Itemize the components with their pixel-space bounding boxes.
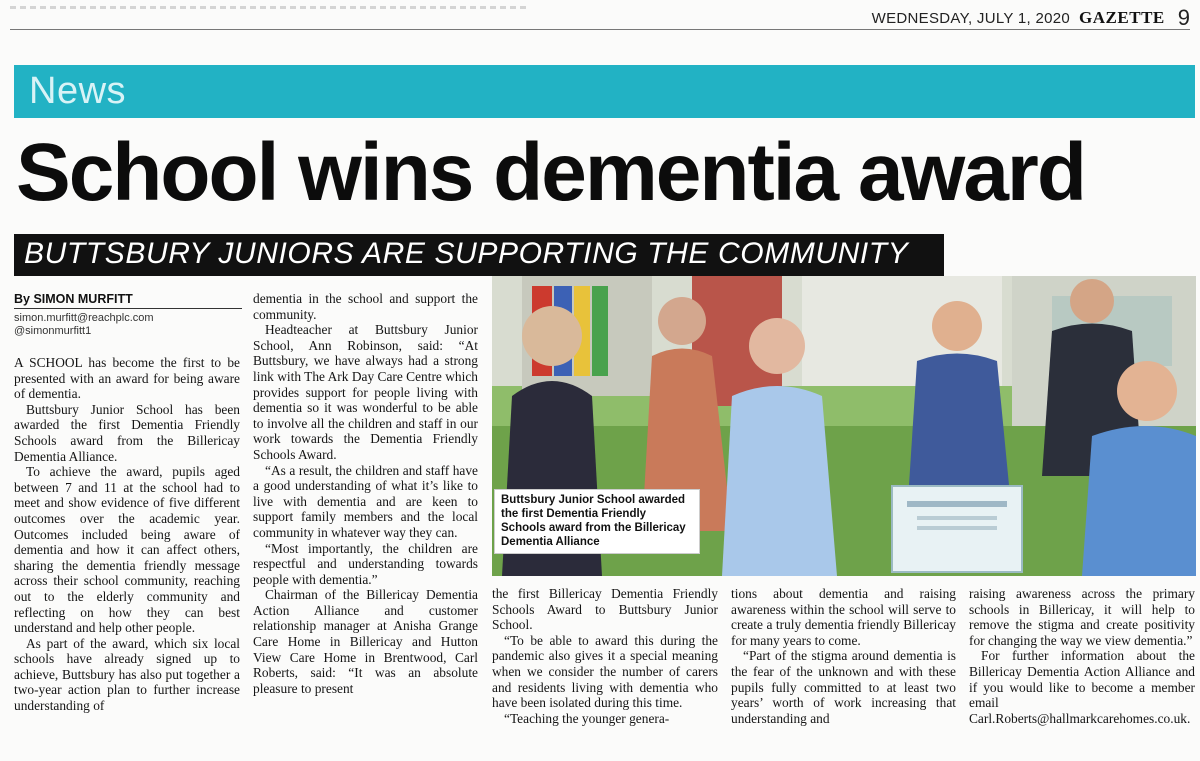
subheadline-bar	[14, 234, 944, 276]
paragraph: tions about dementia and raising awareness within the school will serve to create a truly dementia friendly Billericay for many years to come.	[731, 586, 956, 648]
scan-artifact-line	[10, 6, 530, 9]
photo-caption: Buttsbury Junior School awarded the first Dementia Friendly Schools award from the Billericay Dementia Alliance	[494, 489, 700, 554]
byline-email: simon.murfitt@reachplc.com	[14, 312, 154, 324]
article-column-1	[14, 355, 240, 714]
page-masthead	[872, 6, 1190, 30]
paragraph: “Part of the stigma around dementia is the fear of the unknown and with these pupils fully committed to at least two years’ worth of work increasing that understanding and	[731, 648, 956, 726]
paragraph: “As a result, the children and staff have a good understanding of what it’s like to live with dementia and are keen to support family members and the local community in whatever way they can.	[253, 462, 478, 540]
masthead-rule	[10, 29, 1190, 30]
section-banner	[14, 65, 1195, 118]
paragraph: A SCHOOL has become the first to be presented with an award for being aware of dementia.	[14, 355, 240, 402]
paragraph: Headteacher at Buttsbury Junior School, Ann Robinson, said: “At Buttsbury, we have always had a strong link with The Ark Day Care Centre which provides support for people living with dementia so it was wonderful to be able to involve all the children and staff in our work towards the Dementia Friendly Schools Award.	[253, 322, 478, 462]
article-column-4	[731, 586, 956, 726]
issue-date: WEDNESDAY, JULY 1, 2020	[871, 9, 1071, 27]
section-label: News	[29, 70, 127, 112]
article-column-3	[492, 586, 718, 726]
paragraph: “To be able to award this during the pandemic also gives it a special meaning when we consider the number of carers and residents living with dementia who have been isolated during this time.	[492, 632, 718, 711]
page-number: 9	[1177, 5, 1190, 30]
headline: School wins dementia award	[16, 127, 1085, 218]
subheadline: BUTTSBURY JUNIORS ARE SUPPORTING THE COMMUNITY	[24, 237, 909, 270]
paragraph: dementia in the school and support the community.	[253, 291, 478, 322]
byline	[14, 292, 242, 338]
newspaper-name: GAZETTE	[1079, 8, 1165, 27]
paragraph: “Most importantly, the children are respectful and understanding towards people with dementia.”	[253, 540, 478, 587]
paragraph: raising awareness across the primary schools in Billericay, it will help to remove the stigma and create positivity for changing the way we view dementia.”	[969, 586, 1195, 648]
article-column-5	[969, 586, 1195, 726]
paragraph: Buttsbury Junior School has been awarded the first Dementia Friendly Schools award from the Billericay Dementia Alliance.	[14, 401, 240, 464]
byline-rule	[14, 308, 242, 309]
paragraph: To achieve the award, pupils aged between 7 and 11 at the school had to meet and show evidence of five different outcomes over the academic year. Outcomes included being aware of dementia and how it can affect others, sharing the dementia friendly message across their school community, reaching out to the elderly community and reflecting on how they can best understand and help other people.	[14, 464, 240, 636]
paragraph: For further information about the Billericay Dementia Action Alliance and if you would like to become a member email Carl.Roberts@hallmarkcarehomes.co.uk.	[969, 648, 1195, 726]
paragraph: “Teaching the younger genera-	[504, 710, 670, 726]
byline-author: By SIMON MURFITT	[14, 292, 133, 306]
article-column-2	[253, 291, 478, 696]
byline-handle: @simonmurfitt1	[14, 325, 92, 337]
paragraph: Chairman of the Billericay Dementia Action Alliance and customer relationship manager at Anisha Grange Care Home in Billericay and Hutton View Care Home in Brentwood, Carl Roberts, said: “It was an absolute pleasure to present	[253, 587, 478, 696]
paragraph: As part of the award, which six local schools have already signed up to achieve, Buttsbury has also put together a two-year action plan to further increase understanding of	[14, 635, 240, 714]
paragraph: the first Billericay Dementia Friendly Schools Award to Buttsbury Junior School.	[492, 586, 718, 633]
